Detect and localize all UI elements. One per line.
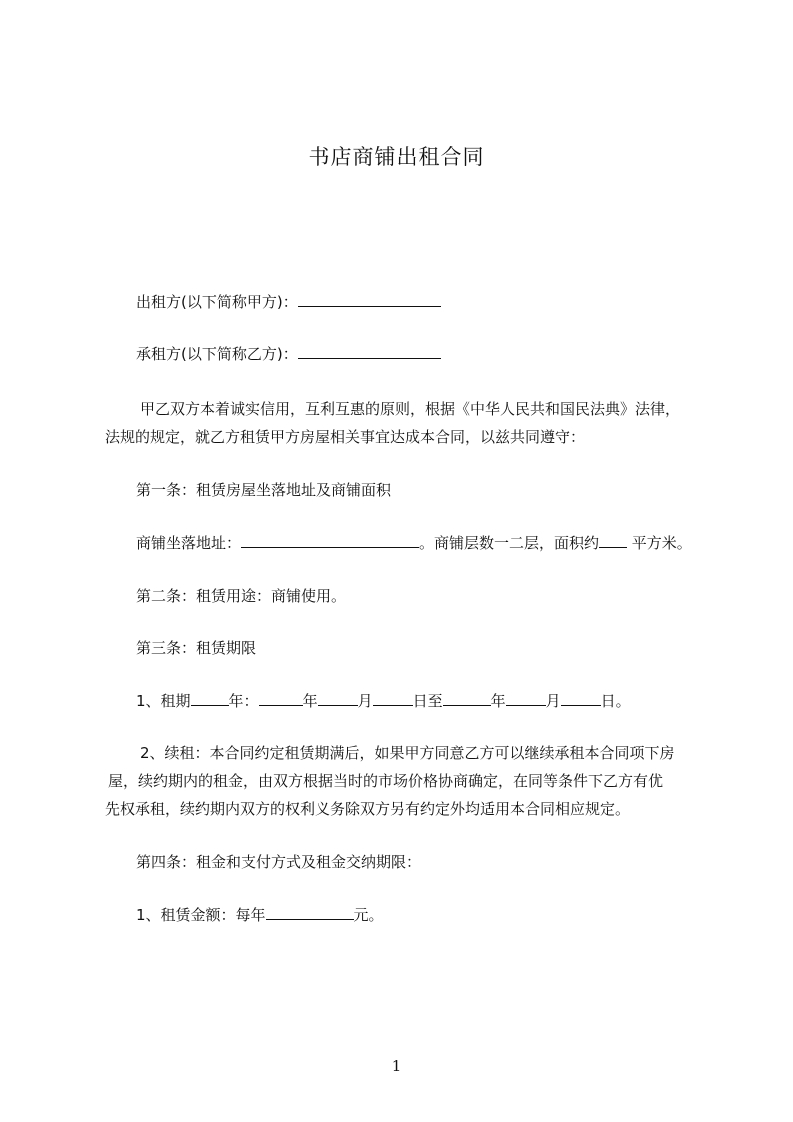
page-number: 1: [391, 1057, 402, 1075]
end-year-blank: [443, 691, 491, 706]
article-4-heading: 第四条：租金和支付方式及租金交纳期限：: [136, 853, 422, 871]
lease-years-blank: [191, 691, 229, 706]
start-year-blank: [259, 691, 303, 706]
end-year-label: 年: [490, 692, 506, 710]
shop-address-blank: [241, 533, 419, 548]
lease-term-line: [136, 691, 631, 711]
end-month-label: 月: [545, 692, 561, 710]
renewal-line-2: 屋，续约期内的租金，由双方根据当时的市场价格协商确定，在同等条件下乙方有优: [108, 772, 664, 790]
rent-amount-line: [136, 905, 384, 925]
lessor-line: [136, 292, 441, 312]
lessor-label: 出租方(以下简称甲方)：: [136, 293, 298, 311]
start-day-blank: [373, 691, 413, 706]
lease-term-prefix: 1、租期: [136, 692, 191, 710]
shop-floor-area-text: 。商铺层数一二层，面积约: [419, 534, 600, 552]
article-1-heading: 第一条：租赁房屋坐落地址及商铺面积: [136, 481, 392, 499]
lessee-line: [136, 344, 441, 364]
end-day-label: 日。: [600, 692, 631, 710]
rent-amount-suffix: 元。: [353, 906, 384, 924]
preamble-line-2: 法规的规定，就乙方租赁甲方房屋相关事宜达成本合同，以兹共同遵守：: [105, 428, 586, 446]
end-month-blank: [506, 691, 546, 706]
lease-years-sep: 年：: [228, 692, 259, 710]
rent-amount-blank: [266, 905, 354, 920]
shop-address-label: 商铺坐落地址：: [136, 534, 242, 552]
renewal-line-3: 先权承租，续约期内双方的权利义务除双方另有约定外均适用本合同相应规定。: [105, 800, 631, 818]
document-title: 书店商铺出租合同: [308, 145, 485, 169]
lessee-blank: [298, 344, 441, 359]
article-2-heading: 第二条：租赁用途：商铺使用。: [136, 587, 347, 605]
start-day-label: 日至: [412, 692, 443, 710]
end-day-blank: [561, 691, 601, 706]
shop-address-line: [136, 533, 692, 553]
lessee-label: 承租方(以下简称乙方)：: [136, 345, 298, 363]
lessor-blank: [298, 292, 441, 307]
shop-area-blank: [599, 533, 627, 548]
start-month-label: 月: [357, 692, 373, 710]
preamble-line-1: 甲乙双方本着诚实信用，互利互惠的原则，根据《中华人民共和国民法典》法律，: [140, 400, 681, 418]
shop-area-unit: 平方米。: [627, 534, 692, 552]
rent-amount-prefix: 1、租赁金额：每年: [136, 906, 266, 924]
start-year-label: 年: [302, 692, 318, 710]
article-3-heading: 第三条：租赁期限: [136, 639, 257, 657]
renewal-line-1: 2、续租：本合同约定租赁期满后，如果甲方同意乙方可以继续承租本合同项下房: [140, 744, 675, 762]
start-month-blank: [318, 691, 358, 706]
